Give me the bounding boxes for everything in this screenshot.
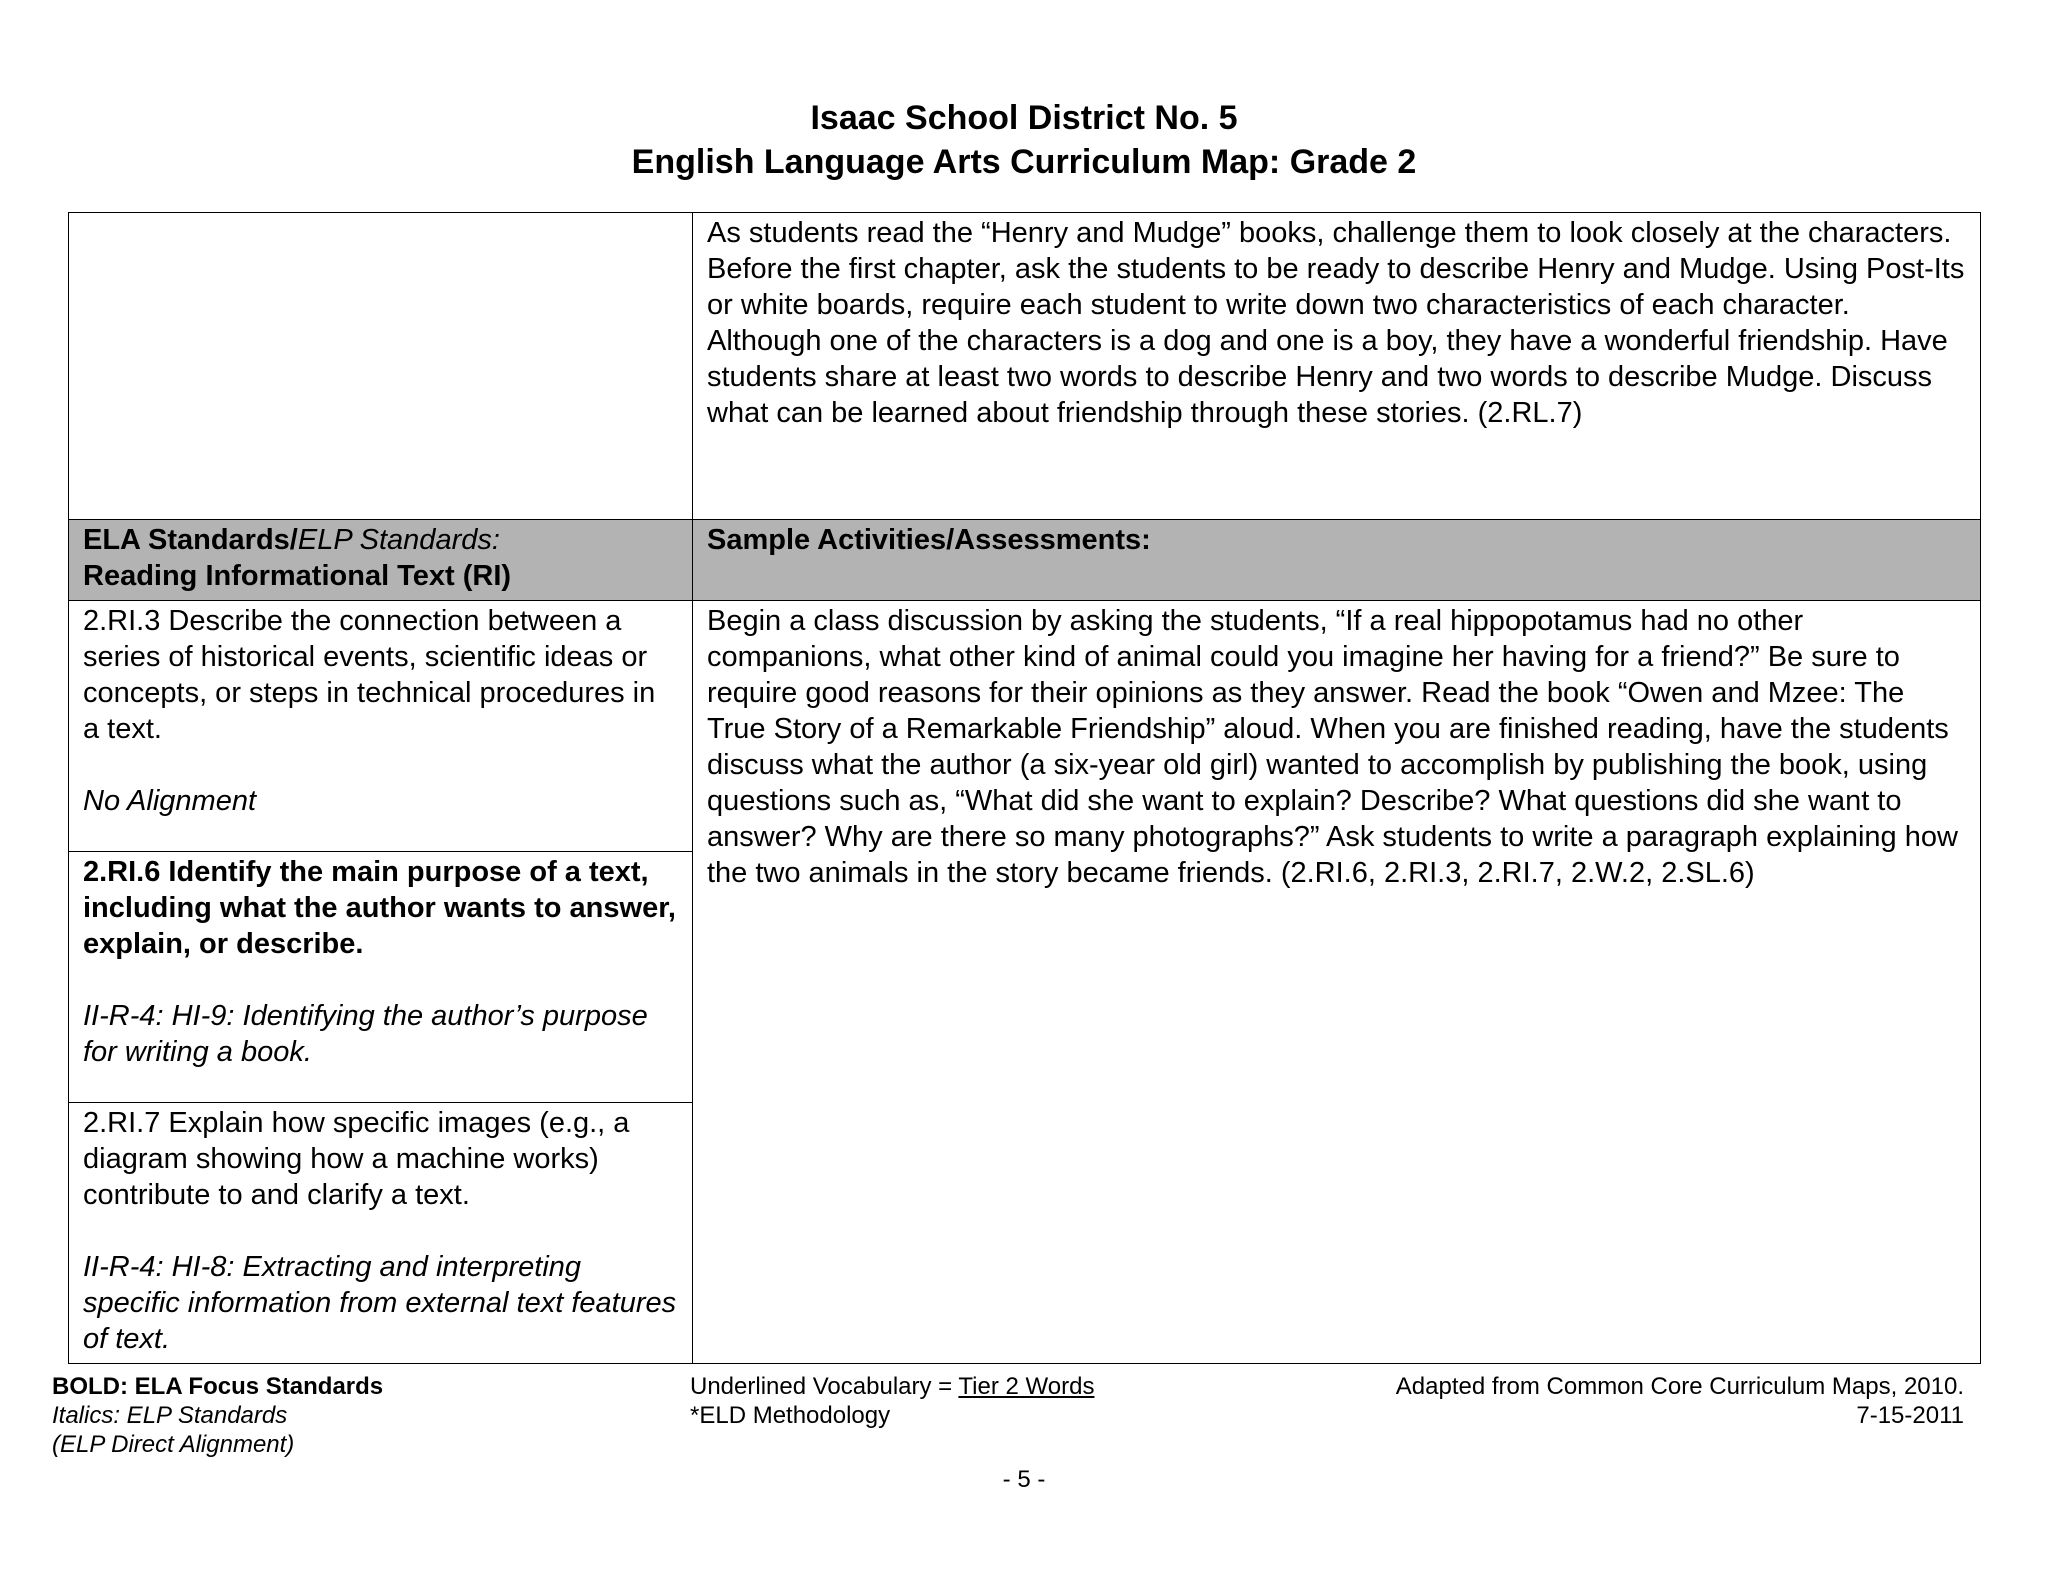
district-name: Isaac School District No. 5	[810, 99, 1238, 137]
standard-cell-ri3	[69, 601, 693, 852]
table-row	[69, 601, 1981, 852]
elp-alignment: II-R-4: HI-8: Extracting and interpreting specific information from external text features of text.	[83, 1251, 677, 1355]
strand-label: Reading Informational Text (RI)	[83, 560, 512, 592]
elp-alignment: No Alignment	[83, 785, 257, 817]
section-header-row	[69, 520, 1981, 601]
standard-text: 2.RI.3 Describe the connection between a series of historical events, scientific ideas or concepts, or steps in technical procedures in a text.	[83, 605, 656, 745]
elp-standards-label: ELP Standards:	[297, 524, 500, 556]
activities-header-cell	[693, 520, 1981, 601]
page-number: - 5 -	[1002, 1466, 1046, 1493]
table-row	[69, 213, 1981, 520]
standard-text: 2.RI.7 Explain how specific images (e.g., a diagram showing how a machine works) contribute to and clarify a text.	[83, 1107, 630, 1211]
standards-header-cell	[69, 520, 693, 601]
standards-cell-empty	[69, 213, 693, 520]
ela-standards-label: ELA Standards/	[83, 524, 298, 556]
adapted-from: Adapted from Common Core Curriculum Maps, 2010.	[1395, 1373, 1964, 1400]
vocab-key	[690, 1372, 1290, 1401]
ri-activity-text: Begin a class discussion by asking the students, “If a real hippopotamus had no other companions, what other kind of animal could you imagine her having for a friend?” Be sure to require good reasons for their opinions as they answer. Read the book “Owen and Mzee: The True Story of a Remarkable Friendship” aloud. When you are finished reading, have the students discuss what the author (a six-year old girl) wanted to accomplish by publishing the book, using questions such as, “What did she want to explain? Describe? What questions did she want to answer? Why are there so many photographs?” Ask students to write a paragraph explaining how the two animals in the story became friends. (2.RI.6, 2.RI.3, 2.RI.7, 2.W.2, 2.SL.6)	[707, 605, 1958, 889]
document-header	[0, 96, 2048, 184]
footer-source	[1292, 1372, 1964, 1430]
elp-alignment: II-R-4: HI-9: Identifying the author’s purpose for writing a book.	[83, 1000, 648, 1068]
activity-cell	[693, 213, 1981, 520]
direct-alignment-key: (ELP Direct Alignment)	[52, 1431, 295, 1458]
footer-legend	[52, 1372, 652, 1459]
curriculum-map-title: English Language Arts Curriculum Map: Grade 2	[631, 143, 1417, 181]
vocab-prefix: Underlined Vocabulary =	[690, 1373, 959, 1400]
revision-date: 7-15-2011	[1856, 1402, 1964, 1429]
curriculum-table	[68, 212, 1981, 1364]
eld-methodology: *ELD Methodology	[690, 1402, 891, 1429]
standard-text: 2.RI.6 Identify the main purpose of a text, including what the author wants to answer, explain, or describe.	[83, 856, 676, 960]
italics-key: Italics: ELP Standards	[52, 1402, 288, 1429]
standard-cell-ri7	[69, 1103, 693, 1364]
vocab-tier: Tier 2 Words	[958, 1373, 1095, 1400]
activity-cell	[693, 601, 1981, 1364]
activities-label: Sample Activities/Assessments:	[707, 524, 1151, 556]
standard-cell-ri6	[69, 852, 693, 1103]
rl-activity-text: As students read the “Henry and Mudge” books, challenge them to look closely at the characters. Before the first chapter, ask the students to be ready to describe Henry and Mudge. Using Post-Its or white boards, require each student to write down two characteristics of each character. Although one of the characters is a dog and one is a boy, they have a wonderful friendship. Have students share at least two words to describe Henry and two words to describe Mudge. Discuss what can be learned about friendship through these stories. (2.RL.7)	[707, 217, 1965, 429]
footer-vocabulary	[690, 1372, 1290, 1430]
bold-key: BOLD: ELA Focus Standards	[52, 1373, 384, 1400]
